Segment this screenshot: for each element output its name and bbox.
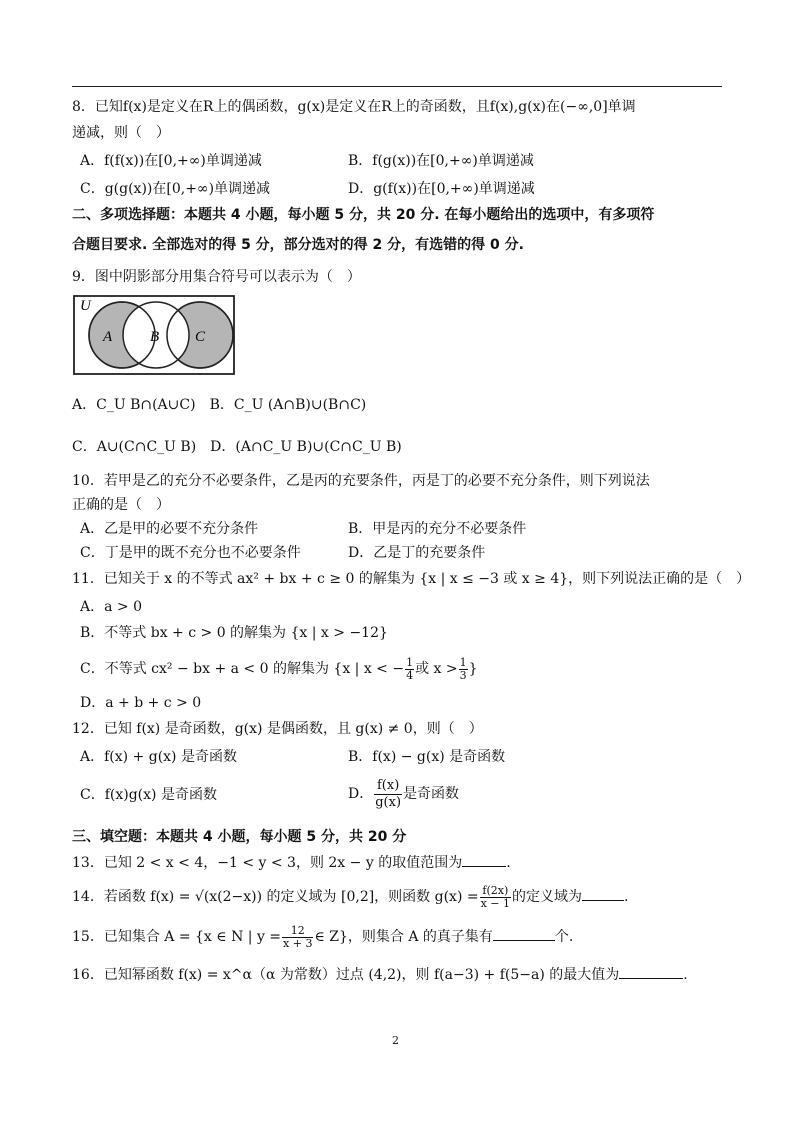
fraction-numerator: f(x) (374, 778, 402, 795)
fraction-denominator: 3 (459, 668, 467, 682)
section2-line2: 合题目要求. 全部选对的得 5 分，部分选对的得 2 分，有选错的得 0 分. (72, 237, 524, 253)
header-rule (72, 86, 722, 87)
venn-diagram (72, 294, 238, 378)
q10-option-c: C．丁是甲的既不充分也不必要条件 (80, 545, 301, 561)
q8-option-d: D．g(f(x))在[0,+∞)单调递减 (348, 181, 535, 197)
q12-option-c: C．f(x)g(x) 是奇函数 (80, 787, 217, 803)
venn-label-c: C (195, 329, 206, 345)
q11-option-c (80, 654, 478, 684)
q11-option-a: A．a > 0 (80, 599, 142, 615)
fraction-f2x-over-x-minus-1 (480, 885, 511, 910)
q14-period: . (624, 889, 629, 905)
page-number: 2 (392, 1034, 399, 1047)
q11-option-c-close: } (468, 661, 478, 677)
q15-text-3: 个. (554, 929, 574, 945)
q8-option-c: C．g(g(x))在[0,+∞)单调递减 (80, 181, 271, 197)
q9-options-cd: C．A∪(C∩C_U B) D．(A∩C_U B)∪(C∩C_U B) (72, 439, 402, 455)
q14-text-2: 的定义域为 (512, 889, 583, 905)
fraction-one-third (459, 657, 468, 682)
q15 (72, 920, 573, 954)
q10-option-d: D．乙是丁的充要条件 (348, 545, 486, 561)
venn-label-u: U (80, 298, 91, 314)
q11-stem: 11．已知关于 x 的不等式 ax² + bx + c ≥ 0 的解集为 {x | x ≤ −3 或 x ≥ 4}，则下列说法正确的是（ ） (72, 571, 751, 587)
fraction-denominator: g(x) (375, 794, 402, 810)
q13 (72, 854, 511, 872)
q10-option-a: A．乙是甲的必要不充分条件 (80, 521, 259, 537)
fraction-denominator: 4 (406, 668, 414, 682)
answer-blank[interactable] (462, 854, 506, 867)
q16 (72, 966, 688, 984)
q14 (72, 880, 628, 914)
q12-option-d (348, 774, 459, 814)
q8-line2: 递减，则（ ） (72, 125, 170, 141)
q15-text-2: ∈ Z}，则集合 A 的真子集有 (314, 929, 493, 945)
fraction-12-over-x-plus-3 (282, 925, 313, 950)
q12-option-a: A．f(x) + g(x) 是奇函数 (80, 749, 237, 765)
answer-blank[interactable] (619, 966, 683, 979)
q13-text: 13．已知 2 < x < 4，−1 < y < 3，则 2x − y 的取值范围为 (72, 855, 463, 871)
answer-blank[interactable] (493, 928, 555, 941)
answer-blank[interactable] (582, 888, 624, 901)
section2-line1: 二、多项选择题：本题共 4 小题，每小题 5 分，共 20 分. 在每小题给出的选项中，有多项符 (72, 207, 655, 223)
q8-line1: 8．已知f(x)是定义在R上的偶函数，g(x)是定义在R上的奇函数，且f(x),g(x)在(−∞,0]单调 (72, 99, 636, 115)
fraction-numerator: 1 (406, 655, 414, 669)
q8-option-a: A．f(f(x))在[0,+∞)单调递减 (80, 153, 262, 169)
fraction-one-quarter (405, 657, 414, 682)
q8-option-b: B．f(g(x))在[0,+∞)单调递减 (348, 153, 534, 169)
q9-stem: 9．图中阴影部分用集合符号可以表示为（ ） (72, 269, 361, 285)
section3-title: 三、填空题：本题共 4 小题，每小题 5 分，共 20 分 (72, 829, 407, 845)
fraction-denominator: x − 1 (480, 896, 511, 910)
venn-label-a: A (103, 329, 113, 345)
fraction-denominator: x + 3 (283, 936, 313, 950)
q14-text: 14．若函数 f(x) = √(x(2−x)) 的定义域为 [0,2]，则函数 g(x) = (72, 889, 479, 905)
q11-option-c-mid: 或 x > (415, 661, 458, 677)
q15-text: 15．已知集合 A = {x ∈ N | y = (72, 929, 282, 945)
q12-stem: 12．已知 f(x) 是奇函数，g(x) 是偶函数，且 g(x) ≠ 0，则（ ） (72, 721, 483, 737)
q11-option-b: B．不等式 bx + c > 0 的解集为 {x | x > −12} (80, 625, 388, 641)
q12-option-d-text: 是奇函数 (403, 786, 460, 802)
q11-option-c-text: C．不等式 cx² − bx + a < 0 的解集为 {x | x < − (80, 661, 405, 677)
q12-option-d-label: D． (348, 786, 374, 802)
q10-line2: 正确的是（ ） (72, 497, 170, 513)
venn-label-b: B (150, 329, 160, 345)
q12-option-b: B．f(x) − g(x) 是奇函数 (348, 749, 506, 765)
q10-option-b: B．甲是丙的充分不必要条件 (348, 521, 527, 537)
q9-options-ab: A．C_U B∩(A∪C) B．C_U (A∩B)∪(B∩C) (72, 397, 367, 413)
q16-period: . (683, 967, 688, 983)
q10-line1: 10．若甲是乙的充分不必要条件，乙是丙的充要条件，丙是丁的必要不充分条件，则下列说法 (72, 473, 650, 489)
q11-option-d: D．a + b + c > 0 (80, 695, 202, 711)
fraction-numerator: f(2x) (480, 885, 511, 898)
fraction-numerator: 1 (459, 655, 467, 669)
fraction-numerator: 12 (282, 925, 313, 938)
q16-text: 16．已知幂函数 f(x) = x^α（α 为常数）过点 (4,2)，则 f(a−3) + f(5−a) 的最大值为 (72, 967, 620, 983)
q13-period: . (506, 855, 511, 871)
fraction-f-over-g (374, 778, 402, 811)
